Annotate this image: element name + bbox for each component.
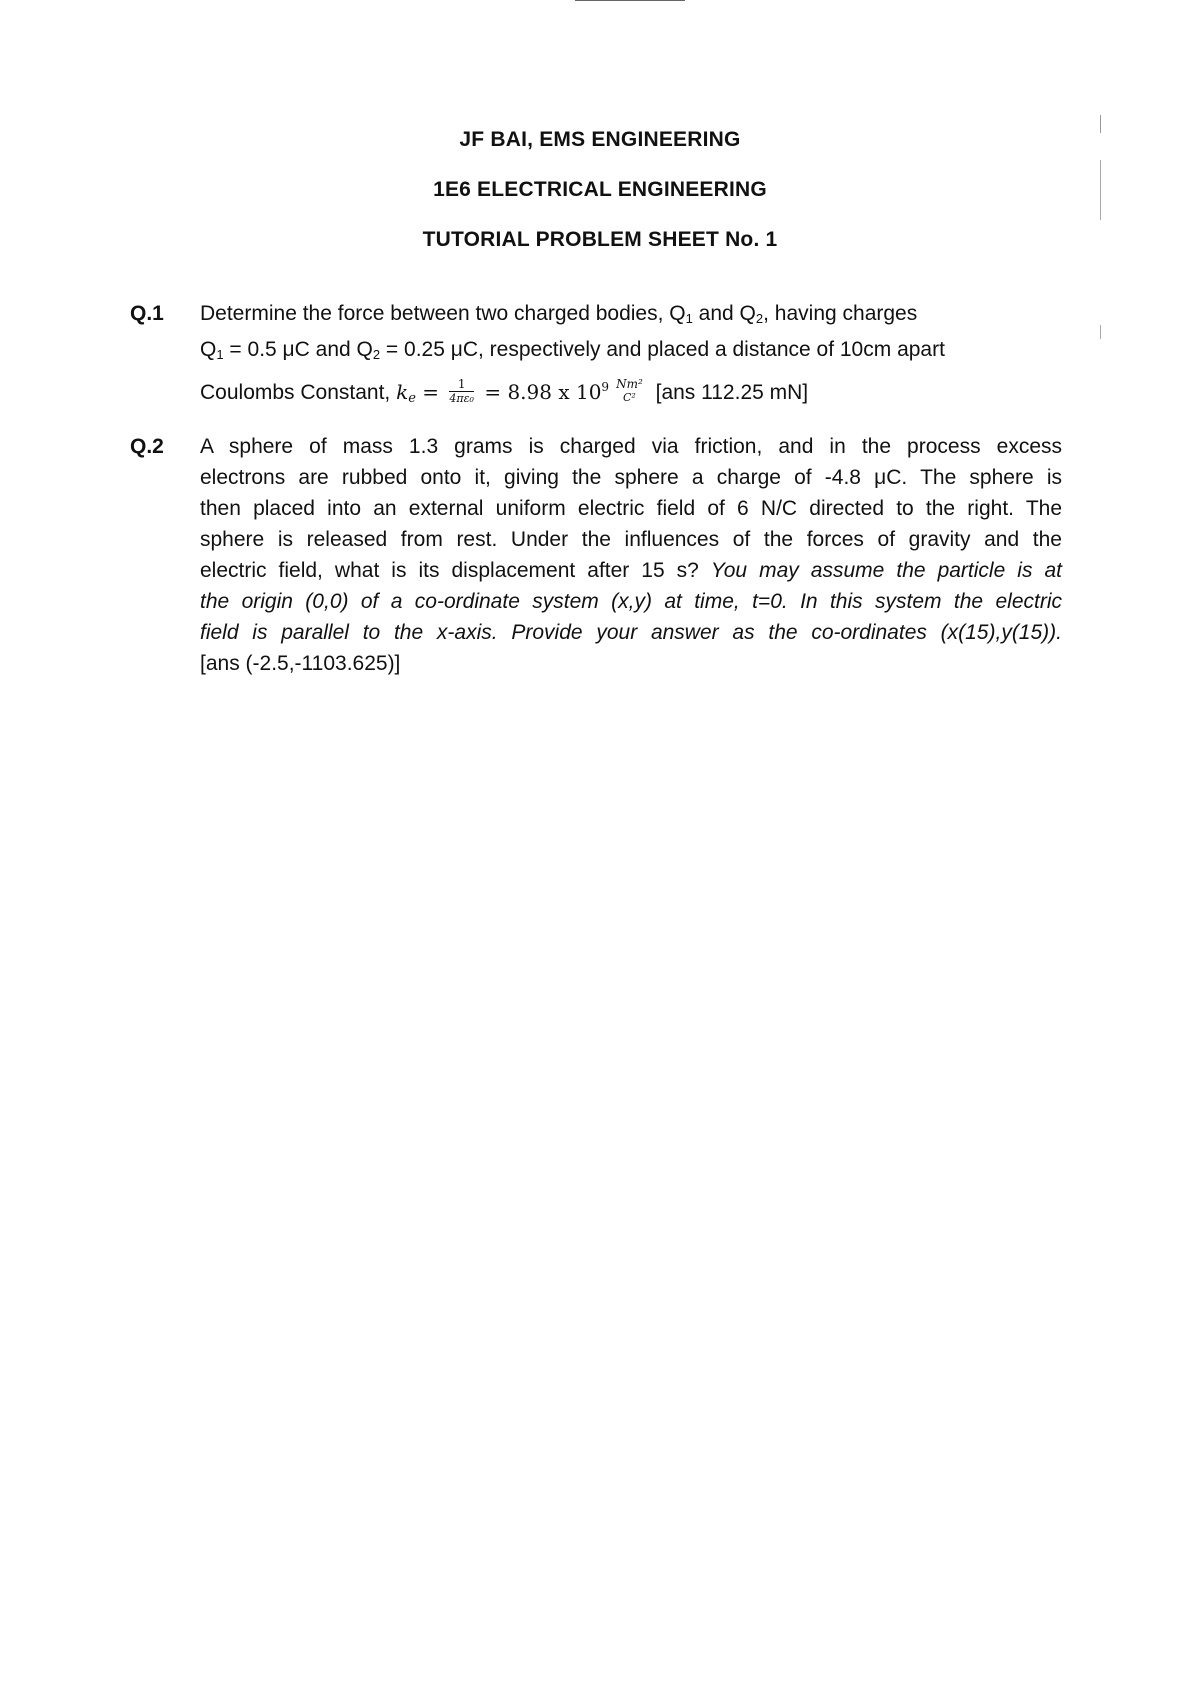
header-line-3: TUTORIAL PROBLEM SHEET No. 1 xyxy=(422,228,778,251)
scan-artifact-top xyxy=(575,0,685,1)
unit-fraction: Nm² C² xyxy=(616,377,643,405)
q2-line-3: then placed into an external uniform electric field of 6 N/C directed to the right. The xyxy=(200,497,1062,520)
q2-line-7: field is parallel to the x-axis. Provide your answer as the co-ordinates (x(15),y(15)). xyxy=(200,621,1062,644)
q1-answer: [ans 112.25 mN] xyxy=(655,381,809,404)
q2-line-6: the origin (0,0) of a co-ordinate system (x,y) at time, t=0. In this system the electric xyxy=(200,590,1062,613)
scan-artifact-right-3 xyxy=(1100,325,1101,339)
question-2-body xyxy=(200,431,1062,679)
question-2-number: Q.2 xyxy=(130,435,164,458)
q1-line-3-coulomb-constant: Coulombs Constant, $k_e$ = $\frac{1}{\text{4πε₀}}$ = 8.98 x $10^9$ Nm² C² [ans 112.25 mN] xyxy=(200,376,809,406)
q1-line-2: $Q_1 = 0.5$ μC and $Q_2 = 0.25$ μC, respectively and placed a distance of 10cm apart xyxy=(200,338,945,362)
q2-answer: [ans (-2.5,-1103.625)] xyxy=(200,652,401,675)
q1-line-1: Determine the force between two charged bodies, $Q_1$ and $Q_2$, having charges xyxy=(200,302,918,326)
q2-line-1: A sphere of mass 1.3 grams is charged via friction, and in the process excess xyxy=(200,435,1062,458)
question-1-number: Q.1 xyxy=(130,302,164,325)
q2-line-4: sphere is released from rest. Under the influences of the forces of gravity and the xyxy=(200,528,1062,551)
q2-line-5: electric field, what is its displacement after 15 s? You may assume the particle is at xyxy=(200,559,1062,582)
header-line-1: JF BAI, EMS ENGINEERING xyxy=(459,128,741,151)
q2-line-2: electrons are rubbed onto it, giving the sphere a charge of -4.8 μC. The sphere is xyxy=(200,466,1062,489)
question-1-body xyxy=(200,298,1062,414)
header-line-2: 1E6 ELECTRICAL ENGINEERING xyxy=(433,178,767,201)
coulomb-fraction: $\frac{1}{\text{4πε₀}}$ xyxy=(449,376,474,405)
